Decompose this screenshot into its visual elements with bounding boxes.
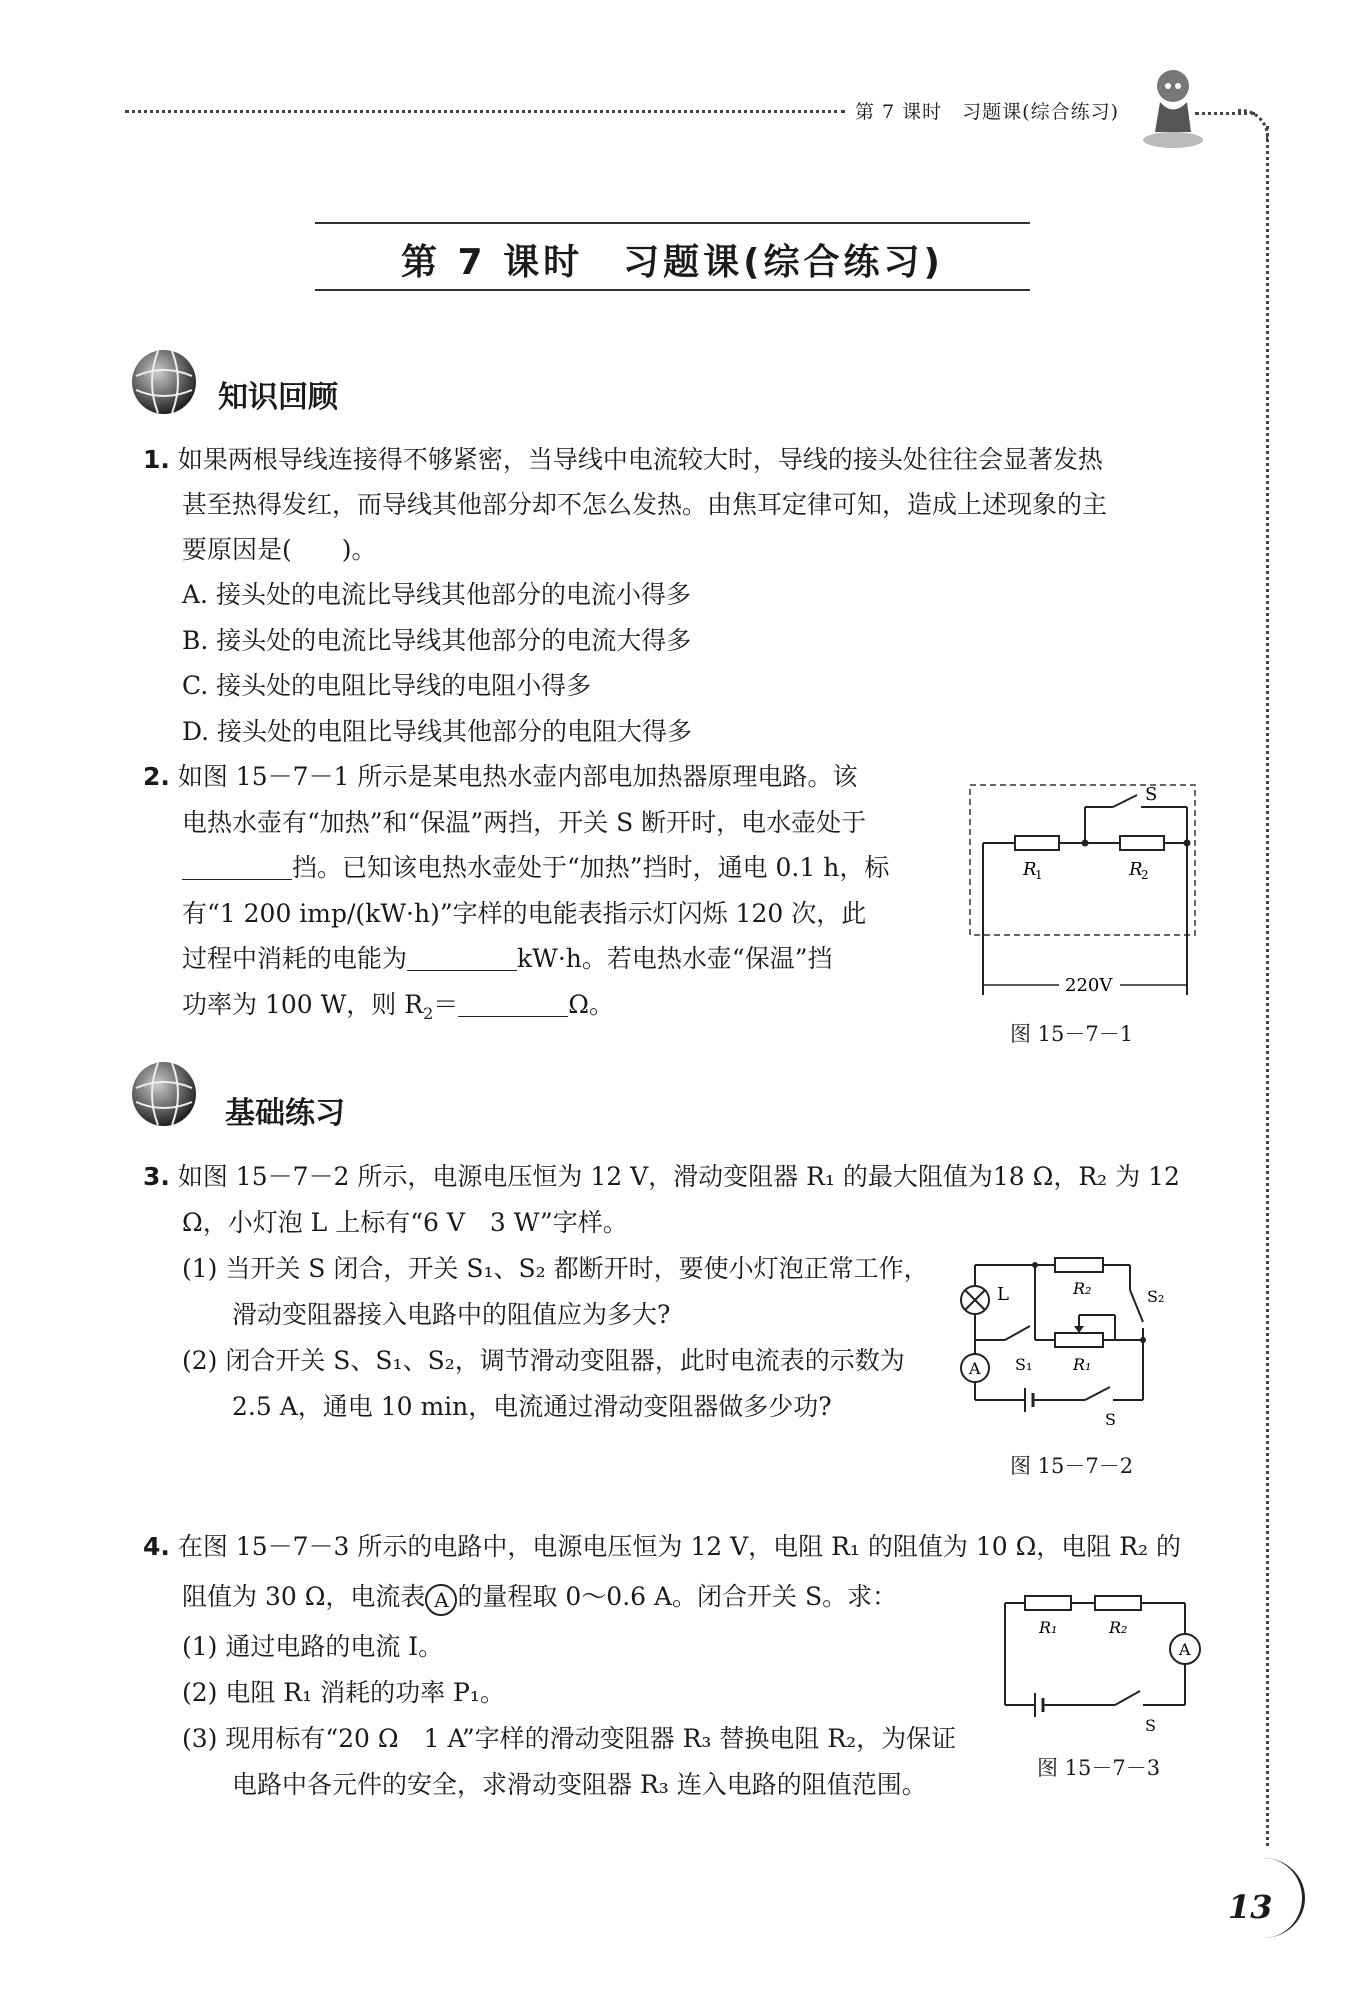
page-title: 第 7 课时 习题课(综合练习) xyxy=(400,242,945,283)
label-a: A xyxy=(969,1359,981,1378)
globe-icon xyxy=(128,346,200,418)
q2-line-1: 如图 15－7－1 所示是某电热水壶内部电加热器原理电路。该 xyxy=(177,762,858,791)
label-s: S xyxy=(1145,784,1158,805)
label-r2: R xyxy=(1129,859,1143,880)
q1-line-1: 如果两根导线连接得不够紧密，当导线中电流较大时，导线的接头处往往会显著发热 xyxy=(177,445,1103,474)
switch-s xyxy=(1115,1691,1140,1705)
label-s: S xyxy=(1105,1410,1116,1429)
answer-blank[interactable] xyxy=(182,853,292,880)
label-r1: R₁ xyxy=(1039,1618,1058,1637)
q4-part-3a: (3) 现用标有“20 Ω 1 A”字样的滑动变阻器 R₃ 替换电阻 R₂，为保证 xyxy=(182,1724,957,1753)
q3-part-1a: (1) 当开关 S 闭合，开关 S₁、S₂ 都断开时，要使小灯泡正常工作， xyxy=(182,1254,929,1283)
q1-option-d: D. 接头处的电阻比导线其他部分的电阻大得多 xyxy=(182,717,693,746)
question-number: 3. xyxy=(143,1162,170,1191)
circuit-figure-15-7-3 xyxy=(995,1585,1215,1745)
switch-s1 xyxy=(1005,1326,1030,1340)
switch-s xyxy=(1085,1387,1110,1400)
question-number: 4. xyxy=(143,1532,170,1561)
right-dotted-border xyxy=(1266,126,1269,1846)
resistor-r2 xyxy=(1120,836,1164,850)
q4-part-2: (2) 电阻 R₁ 消耗的功率 P₁。 xyxy=(182,1678,505,1707)
label-a: A xyxy=(1179,1640,1191,1659)
q3-part-2a: (2) 闭合开关 S、S₁、S₂，调节滑动变阻器，此时电流表的示数为 xyxy=(182,1346,905,1375)
answer-blank[interactable] xyxy=(458,990,568,1017)
circuit-figure-15-7-2 xyxy=(955,1240,1225,1445)
q2-line-6a: 功率为 100 W，则 R xyxy=(182,990,424,1019)
ammeter-symbol: A xyxy=(425,1584,457,1616)
q4-line-2b: 的量程取 0～0.6 A。闭合开关 S。求： xyxy=(457,1582,898,1611)
label-r1: R xyxy=(1023,859,1037,880)
question-number: 1. xyxy=(143,445,170,474)
switch-s2 xyxy=(1130,1290,1143,1322)
label-r1: R₁ xyxy=(1073,1355,1092,1374)
label-r2-sub: 2 xyxy=(1141,868,1149,882)
title-rule-bottom xyxy=(315,289,1030,291)
question-number: 2. xyxy=(143,762,170,791)
rheostat-r1 xyxy=(1055,1333,1103,1347)
q1-line-3: 要原因是( )。 xyxy=(182,535,377,564)
resistor-r1 xyxy=(1025,1596,1071,1610)
q4-line-1: 在图 15－7－3 所示的电路中，电源电压恒为 12 V，电阻 R₁ 的阻值为 10 Ω，电阻 R₂ 的 xyxy=(177,1532,1182,1561)
q3-part-2b: 2.5 A，通电 10 min，电流通过滑动变阻器做多少功? xyxy=(232,1392,832,1421)
header-dotted-rule xyxy=(125,110,845,113)
title-rule-top xyxy=(315,222,1030,224)
section-title-review: 知识回顾 xyxy=(218,380,338,415)
mascot-icon xyxy=(1135,62,1205,152)
q1-line-2: 甚至热得发红，而导线其他部分却不怎么发热。由焦耳定律可知，造成上述现象的主 xyxy=(182,490,1108,519)
label-s1: S₁ xyxy=(1015,1355,1033,1374)
q2-sub: 2 xyxy=(423,1004,434,1023)
q3-line-2: Ω，小灯泡 L 上标有“6 V 3 W”字样。 xyxy=(182,1208,628,1237)
figure-caption-3: 图 15－7－3 xyxy=(1037,1756,1161,1780)
circuit-figure-15-7-1 xyxy=(965,775,1205,1025)
q2-line-5b: kW·h。若电热水壶“保温”挡 xyxy=(517,944,833,973)
figure-caption-2: 图 15－7－2 xyxy=(1010,1454,1134,1478)
q3-part-1b: 滑动变阻器接入电路中的阻值应为多大? xyxy=(232,1300,671,1329)
q2-line-2: 电热水壶有“加热”和“保温”两挡，开关 S 断开时，电水壶处于 xyxy=(182,808,867,837)
label-s: S xyxy=(1145,1716,1156,1735)
section-title-basic: 基础练习 xyxy=(225,1096,345,1131)
q3-line-1: 如图 15－7－2 所示，电源电压恒为 12 V，滑动变阻器 R₁ 的最大阻值为18 Ω，R₂ 为 12 xyxy=(177,1162,1180,1191)
q2-line-5a: 过程中消耗的电能为 xyxy=(182,944,408,973)
q2-line-4: 有“1 200 imp/(kW·h)”字样的电能表指示灯闪烁 120 次，此 xyxy=(182,899,867,928)
answer-blank[interactable] xyxy=(407,944,517,971)
label-r2: R₂ xyxy=(1073,1279,1092,1298)
resistor-r1 xyxy=(1015,836,1059,850)
label-l: L xyxy=(997,1284,1009,1305)
page-corner-border xyxy=(1238,109,1269,140)
q2-line-3: 挡。已知该电热水壶处于“加热”挡时，通电 0.1 h，标 xyxy=(292,853,890,882)
label-220v: 220V xyxy=(1065,975,1113,996)
q4-part-3b: 电路中各元件的安全，求滑动变阻器 R₃ 连入电路的阻值范围。 xyxy=(232,1770,927,1799)
q2-equals: ＝ xyxy=(433,990,459,1019)
q1-option-c: C. 接头处的电阻比导线的电阻小得多 xyxy=(182,671,592,700)
resistor-r2 xyxy=(1095,1596,1141,1610)
figure-caption-1: 图 15－7－1 xyxy=(1010,1022,1134,1046)
resistor-r2 xyxy=(1055,1258,1103,1272)
page-number: 13 xyxy=(1228,1888,1273,1926)
running-header: 第 7 课时 习题课(综合练习) xyxy=(855,101,1119,123)
q4-line-2a: 阻值为 30 Ω，电流表 xyxy=(182,1582,426,1611)
switch-s xyxy=(1113,795,1137,807)
globe-icon xyxy=(128,1058,200,1130)
q1-option-b: B. 接头处的电流比导线其他部分的电流大得多 xyxy=(182,626,692,655)
label-r2: R₂ xyxy=(1109,1618,1128,1637)
q2-line-6c: Ω。 xyxy=(568,990,615,1019)
q4-part-1: (1) 通过电路的电流 I。 xyxy=(182,1632,444,1661)
q1-option-a: A. 接头处的电流比导线其他部分的电流小得多 xyxy=(182,580,691,609)
label-r1-sub: 1 xyxy=(1035,868,1043,882)
label-s2: S₂ xyxy=(1147,1287,1165,1306)
